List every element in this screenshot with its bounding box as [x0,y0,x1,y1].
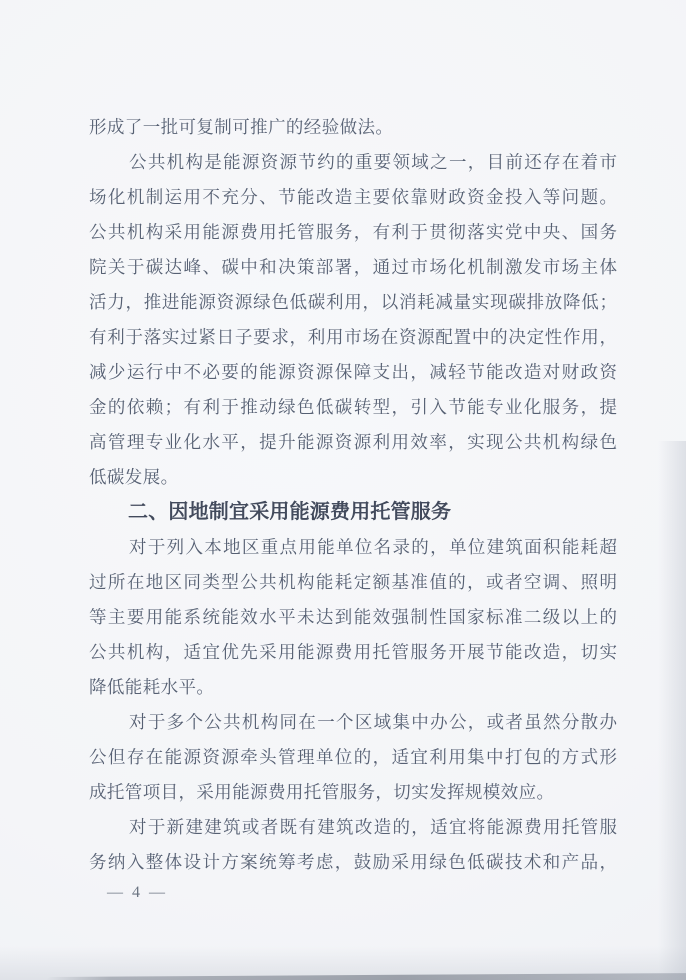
page-number: — 4 — [107,884,168,901]
body-text-line: 降低能耗水平。 [89,677,215,697]
body-text-line: 公共机构，适宜优先采用能源费用托管服务开展节能改造，切实 [89,642,617,662]
body-text-line: 减少运行中不必要的能源资源保障支出，减轻节能改造对财政资 [89,362,617,382]
body-text-line: 公共机构是能源资源节约的重要领域之一，目前还存在着市 [129,152,617,172]
body-text-line: 对于列入本地区重点用能单位名录的，单位建筑面积能耗超 [129,537,617,557]
body-text-line: 有利于落实过紧日子要求，利用市场在资源配置中的决定性作用， [89,327,617,347]
body-text-line: 场化机制运用不充分、节能改造主要依靠财政资金投入等问题。 [89,187,617,207]
body-text-line: 公但存在能源资源牵头管理单位的，适宜利用集中打包的方式形 [89,747,617,767]
body-text-line: 院关于碳达峰、碳中和决策部署，通过市场化机制激发市场主体 [89,257,617,277]
body-text-line: 务纳入整体设计方案统筹考虑，鼓励采用绿色低碳技术和产品， [89,852,617,872]
document-body [89,110,617,880]
body-text-line: 公共机构采用能源费用托管服务，有利于贯彻落实党中央、国务 [89,222,617,242]
body-text-line: 形成了一批可复制可推广的经验做法。 [89,117,394,137]
body-text-line: 低碳发展。 [89,467,179,487]
body-text-line: 过所在地区同类型公共机构能耗定额基准值的，或者空调、照明 [89,572,617,592]
body-text-line: 成托管项目，采用能源费用托管服务，切实发挥规模效应。 [89,782,555,802]
body-text-line: 等主要用能系统能效水平未达到能效强制性国家标准二级以上的 [89,607,617,627]
body-text-line: 活力，推进能源资源绿色低碳利用，以消耗减量实现碳排放降低； [89,292,617,312]
body-text-line: 金的依赖；有利于推动绿色低碳转型，引入节能专业化服务，提 [89,397,617,417]
body-text-line: 高管理专业化水平，提升能源资源利用效率，实现公共机构绿色 [89,432,617,452]
section-heading: 二、因地制宜采用能源费用托管服务 [128,501,452,523]
body-text-line: 对于多个公共机构同在一个区域集中办公，或者虽然分散办 [129,712,617,732]
body-text-line: 对于新建建筑或者既有建筑改造的，适宜将能源费用托管服 [129,817,617,837]
